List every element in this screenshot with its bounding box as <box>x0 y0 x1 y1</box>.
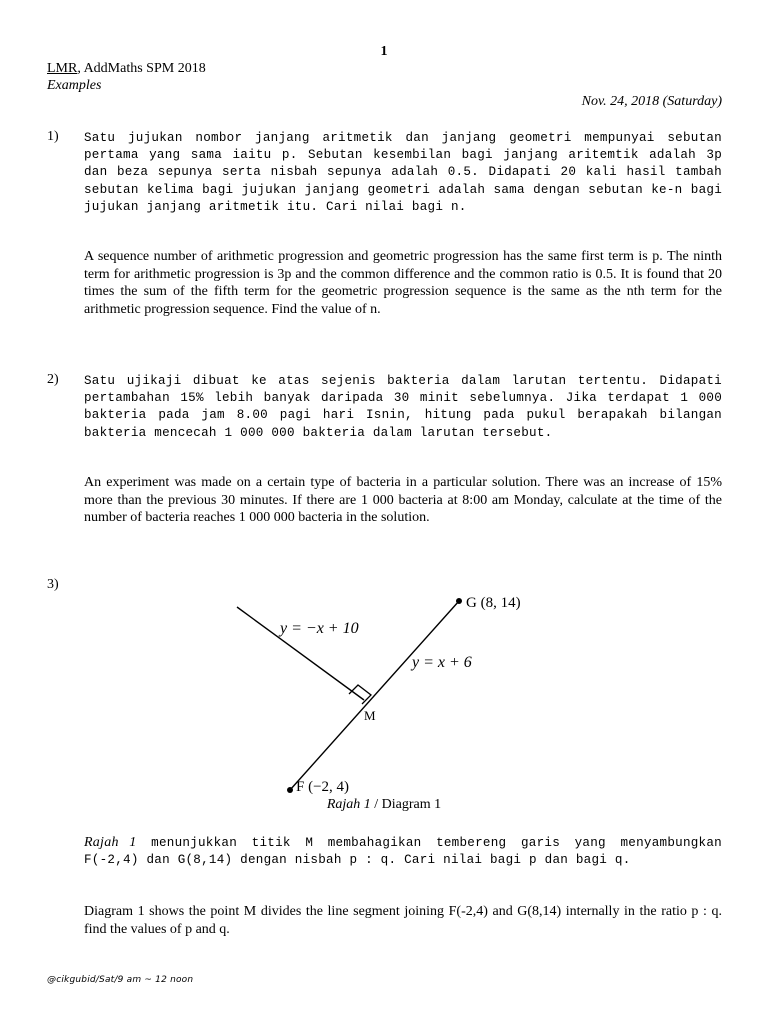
question-3-malay-rest: menunjukkan titik M membahagikan tembereng garis yang menyambungkan F(-2,4) dan G(8,14) dengan nisbah p : q. Cari nilai bagi p dan bagi q. <box>84 836 722 868</box>
question-1-malay: Satu jujukan nombor janjang aritmetik dan janjang geometri mempunyai sebutan pertama yang sama iaitu p. Sebutan kesembilan bagi janjang aritemtik adalah 3p dan beza sepunya serta nisbah sepunya adalah 0.5. Didapati 20 kali hasil tambah sebutan kelima bagi jujukan janjang geometri adalah sama dengan sebutan ke-n bagi jujukan janjang aritmetik itu. Cari nilai bagi n. <box>84 131 722 214</box>
question-2-number: 2) <box>47 372 59 387</box>
question-2-english: An experiment was made on a certain type of bacteria in a particular solution. There was an increase of 15% more than the previous 30 minutes. If there are 1 000 bacteria at 8:00 am Monday, calculate at the time of the number of bacteria reaches 1 000 000 bacteria in the solution. <box>84 475 722 525</box>
caption-italic: Rajah 1 <box>326 797 371 812</box>
document-subtitle: Examples <box>47 78 102 93</box>
question-1-number: 1) <box>47 129 59 144</box>
question-3-malay-lead: Rajah 1 <box>84 835 137 850</box>
document-date: Nov. 24, 2018 (Saturday) <box>581 94 722 109</box>
diagram-caption <box>0 797 768 813</box>
page-number: 1 <box>380 44 388 59</box>
question-3-english: Diagram 1 shows the point M divides the line segment joining F(-2,4) and G(8,14) internally in the ratio p : q. find the values of p and q. <box>84 904 722 937</box>
equation-line-1: y = −x + 10 <box>280 620 359 637</box>
title-lmr: LMR <box>47 61 78 76</box>
question-3-number: 3) <box>47 577 59 592</box>
footer-note: @cikgubid/Sat/9 am ~ 12 noon <box>47 975 194 985</box>
question-2-malay: Satu ujikaji dibuat ke atas sejenis bakteria dalam larutan tertentu. Didapati pertambahan 15% lebih banyak daripada 30 minit sebelumnya. Jika terdapat 1 000 bakteria pada jam 8.00 pagi hari Isnin, hitung pada pukul berapakah bilangan bakteria mencecah 1 000 000 bakteria dalam larutan tersebut. <box>84 374 722 440</box>
label-f: F (−2, 4) <box>296 779 350 795</box>
point-g <box>456 598 462 604</box>
question-1-english: A sequence number of arithmetic progression and geometric progression has the same first term is p. The ninth term for arithmetic progression is 3p and the common difference and the common ratio is 0.5. It is found that 20 times the sum of the fifth term for the geometric progression sequence is the same as the nth term for the arithmetic progression sequence. Find the value of n. <box>84 249 722 317</box>
label-m: M <box>364 708 376 723</box>
equation-line-2: y = x + 6 <box>412 654 472 671</box>
right-angle-marker <box>349 685 371 704</box>
caption-rest: / Diagram 1 <box>370 797 442 812</box>
point-f <box>287 787 293 793</box>
label-g: G (8, 14) <box>466 595 521 611</box>
title-rest: , AddMaths SPM 2018 <box>77 61 206 76</box>
question-3-malay <box>84 834 722 869</box>
